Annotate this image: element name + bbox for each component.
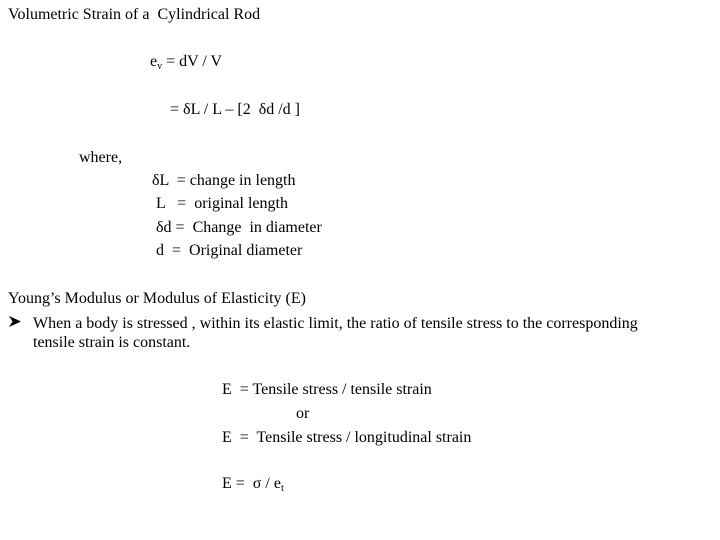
equation-lhs: e bbox=[150, 53, 158, 70]
formula-sigma-lhs: E = σ / e bbox=[222, 475, 281, 492]
definition-change-in-diameter: δd = Change in diameter bbox=[152, 219, 322, 236]
title-volumetric-strain: Volumetric Strain of a Cylindrical Rod bbox=[8, 6, 261, 23]
formula-sigma-over-e bbox=[222, 476, 284, 494]
formula-tensile-strain: E = Tensile stress / tensile strain bbox=[222, 381, 432, 398]
equation-strain-expansion: = δL / L – [2 δd /d ] bbox=[170, 101, 301, 118]
where-label: where, bbox=[79, 149, 123, 166]
equation-lhs-subscript: v bbox=[157, 61, 163, 72]
bullet-text-line2: tensile strain is constant. bbox=[33, 334, 191, 351]
definition-original-diameter: d = Original diameter bbox=[152, 242, 303, 259]
formula-longitudinal-strain: E = Tensile stress / longitudinal strain bbox=[222, 429, 472, 446]
equation-strain-definition bbox=[150, 54, 222, 72]
bullet-item bbox=[8, 315, 638, 332]
bullet-text-line1: When a body is stressed , within its elastic limit, the ratio of tensile stress to the corresponding bbox=[33, 315, 638, 332]
arrow-bullet-icon bbox=[8, 315, 28, 332]
definition-original-length: L = original length bbox=[152, 195, 288, 212]
title-youngs-modulus: Young’s Modulus or Modulus of Elasticity (E) bbox=[8, 290, 306, 307]
equation-rhs: = dV / V bbox=[162, 53, 223, 70]
formula-sigma-subscript: t bbox=[280, 483, 284, 494]
or-label: or bbox=[296, 405, 310, 422]
definition-change-in-length: δL = change in length bbox=[152, 172, 296, 189]
